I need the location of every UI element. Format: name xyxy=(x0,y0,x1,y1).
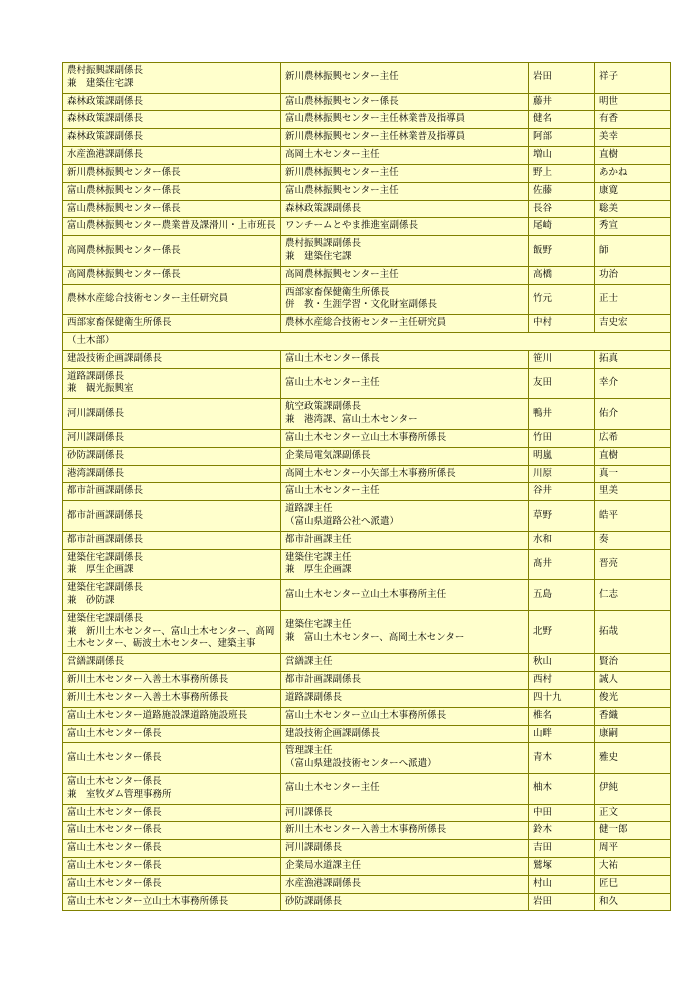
table-row xyxy=(63,129,671,147)
old-post-cell xyxy=(63,875,281,893)
given-name-cell: 匠巳 xyxy=(595,875,671,893)
given-name-cell: 大祐 xyxy=(595,858,671,876)
old-post-cell xyxy=(63,743,281,774)
cell-line: 高岡農林振興センター係長 xyxy=(67,244,181,256)
given-name-cell: 伊純 xyxy=(595,773,671,804)
new-post-cell xyxy=(281,350,529,368)
new-post-cell xyxy=(281,147,529,165)
surname-cell: 北野 xyxy=(529,610,595,653)
table-row xyxy=(63,654,671,672)
given-name-cell: 功治 xyxy=(595,266,671,284)
table-row xyxy=(63,707,671,725)
cell-line: 富山土木センター立山土木事務所係長 xyxy=(67,895,229,907)
cell-line: 砂防課副係長 xyxy=(67,449,125,461)
table-row xyxy=(63,147,671,165)
surname-cell: 竹元 xyxy=(529,284,595,315)
new-post-cell xyxy=(281,93,529,111)
old-post-cell xyxy=(63,266,281,284)
cell-line: 建築住宅課主任 xyxy=(285,551,352,563)
cell-line: 建築住宅課主任 xyxy=(285,619,352,631)
old-post-cell xyxy=(63,580,281,611)
cell-line: 富山土木センター主任 xyxy=(285,782,380,794)
surname-cell: 中田 xyxy=(529,804,595,822)
cell-line: 西部家畜保健衛生所係長 xyxy=(285,286,390,298)
given-name-cell: 聡美 xyxy=(595,200,671,218)
old-post-cell xyxy=(63,773,281,804)
table-row xyxy=(63,858,671,876)
cell-line: 航空政策課副係長 xyxy=(285,401,362,413)
old-post-cell xyxy=(63,501,281,532)
cell-line: 富山土木センター道路施設課道路施設班長 xyxy=(67,709,248,721)
given-name-cell: 佑介 xyxy=(595,399,671,430)
new-post-cell xyxy=(281,218,529,236)
table-row xyxy=(63,63,671,94)
section-label: （土木部） xyxy=(63,333,671,351)
new-post-cell xyxy=(281,822,529,840)
table-row xyxy=(63,531,671,549)
surname-cell: 村山 xyxy=(529,875,595,893)
cell-line: 兼 建築住宅課 xyxy=(67,77,134,89)
table-row xyxy=(63,743,671,774)
cell-line: 都市計画課副係長 xyxy=(67,485,144,497)
cell-line: 建築住宅課副係長 xyxy=(67,582,144,594)
cell-line: 富山土木センター係長 xyxy=(67,824,162,836)
cell-line: 兼 建築住宅課 xyxy=(285,250,352,262)
cell-line: 企業局水道課主任 xyxy=(285,860,362,871)
old-post-cell xyxy=(63,315,281,333)
cell-line: 兼 港湾課、富山土木センター xyxy=(285,414,418,426)
new-post-cell xyxy=(281,200,529,218)
table-row xyxy=(63,200,671,218)
table-row xyxy=(63,773,671,804)
surname-cell: 尾崎 xyxy=(529,218,595,236)
old-post-cell xyxy=(63,822,281,840)
new-post-cell xyxy=(281,501,529,532)
old-post-cell xyxy=(63,725,281,743)
old-post-cell xyxy=(63,164,281,182)
table-body xyxy=(63,63,671,911)
table-row xyxy=(63,315,671,333)
old-post-cell xyxy=(63,858,281,876)
old-post-cell xyxy=(63,182,281,200)
old-post-cell xyxy=(63,111,281,129)
given-name-cell: 康嗣 xyxy=(595,725,671,743)
table-row xyxy=(63,218,671,236)
cell-line: 高岡土木センター小矢部土木事務所係長 xyxy=(285,467,456,479)
new-post-cell xyxy=(281,129,529,147)
cell-line: 港湾課副係長 xyxy=(67,467,125,479)
given-name-cell: 賢治 xyxy=(595,654,671,672)
table-row xyxy=(63,368,671,399)
table-row xyxy=(63,447,671,465)
cell-line: 兼 観光振興室 xyxy=(67,383,134,395)
cell-line: 河川課係長 xyxy=(285,806,333,818)
cell-line: 富山土木センター立山土木事務所主任 xyxy=(285,588,447,600)
table-row xyxy=(63,284,671,315)
new-post-cell xyxy=(281,580,529,611)
surname-cell: 秋山 xyxy=(529,654,595,672)
cell-line: 営繕課副係長 xyxy=(67,656,125,668)
cell-line: 富山土木センター立山土木事務所係長 xyxy=(285,709,447,721)
given-name-cell: 吉史宏 xyxy=(595,315,671,333)
surname-cell: 友田 xyxy=(529,368,595,399)
new-post-cell xyxy=(281,654,529,672)
cell-line: 新川土木センター入善土木事務所係長 xyxy=(67,674,229,686)
surname-cell: 飯野 xyxy=(529,236,595,267)
old-post-cell xyxy=(63,465,281,483)
table-row xyxy=(63,429,671,447)
new-post-cell xyxy=(281,707,529,725)
cell-line: 砂防課副係長 xyxy=(285,895,343,907)
cell-line: 管理課主任 xyxy=(285,745,333,757)
cell-line: 建築住宅課副係長 xyxy=(67,612,144,624)
old-post-cell xyxy=(63,147,281,165)
surname-cell: 中村 xyxy=(529,315,595,333)
cell-line: 兼 砂防課 xyxy=(67,595,115,606)
new-post-cell xyxy=(281,368,529,399)
cell-line: 富山農林振興センター農業普及課滑川・上市班長 xyxy=(67,220,276,232)
old-post-cell xyxy=(63,654,281,672)
given-name-cell: 広希 xyxy=(595,429,671,447)
cell-line: 都市計画課副係長 xyxy=(285,674,362,686)
given-name-cell: 俊光 xyxy=(595,689,671,707)
given-name-cell: 里美 xyxy=(595,483,671,501)
cell-line: 富山農林振興センター係長 xyxy=(67,202,181,214)
table-row xyxy=(63,182,671,200)
new-post-cell xyxy=(281,63,529,94)
given-name-cell: 健一郎 xyxy=(595,822,671,840)
new-post-cell xyxy=(281,875,529,893)
surname-cell: 椎名 xyxy=(529,707,595,725)
given-name-cell: 真一 xyxy=(595,465,671,483)
given-name-cell: 祥子 xyxy=(595,63,671,94)
cell-line: 富山土木センター係長 xyxy=(285,352,380,364)
surname-cell: 増山 xyxy=(529,147,595,165)
surname-cell: 阿部 xyxy=(529,129,595,147)
old-post-cell xyxy=(63,804,281,822)
surname-cell: 川原 xyxy=(529,465,595,483)
cell-line: 富山土木センター係長 xyxy=(67,877,162,889)
cell-line: 兼 富山土木センター、高岡土木センター xyxy=(285,632,465,644)
given-name-cell: 師 xyxy=(595,236,671,267)
table-row xyxy=(63,875,671,893)
table-row xyxy=(63,465,671,483)
cell-line: 道路課主任 xyxy=(285,503,333,515)
surname-cell: 鈴木 xyxy=(529,822,595,840)
cell-line: 森林政策課副係長 xyxy=(67,95,144,107)
cell-line: 都市計画課副係長 xyxy=(67,533,144,545)
surname-cell: 四十九 xyxy=(529,689,595,707)
cell-line: 富山農林振興センター主任 xyxy=(285,184,399,196)
given-name-cell: 美幸 xyxy=(595,129,671,147)
new-post-cell xyxy=(281,284,529,315)
cell-line: 兼 厚生企画課 xyxy=(67,564,134,576)
old-post-cell xyxy=(63,531,281,549)
cell-line: 富山農林振興センター主任林業普及指導員 xyxy=(285,113,466,125)
new-post-cell xyxy=(281,447,529,465)
cell-line: 富山土木センター主任 xyxy=(285,485,380,497)
surname-cell: 山畔 xyxy=(529,725,595,743)
surname-cell: 高橋 xyxy=(529,266,595,284)
table-row xyxy=(63,93,671,111)
table-row xyxy=(63,483,671,501)
old-post-cell xyxy=(63,672,281,690)
cell-line: 富山土木センター主任 xyxy=(285,377,380,389)
old-post-cell xyxy=(63,689,281,707)
new-post-cell xyxy=(281,182,529,200)
table-row xyxy=(63,236,671,267)
cell-line: 河川課副係長 xyxy=(67,431,125,443)
cell-line: 富山土木センター係長 xyxy=(67,842,162,854)
given-name-cell: 晋亮 xyxy=(595,549,671,580)
given-name-cell: 明世 xyxy=(595,93,671,111)
cell-line: 営繕課主任 xyxy=(285,656,333,668)
new-post-cell xyxy=(281,315,529,333)
new-post-cell xyxy=(281,531,529,549)
given-name-cell: 幸介 xyxy=(595,368,671,399)
cell-line: ワンチームとやま推進室副係長 xyxy=(285,220,419,232)
old-post-cell xyxy=(63,549,281,580)
new-post-cell xyxy=(281,840,529,858)
old-post-cell xyxy=(63,129,281,147)
table-row xyxy=(63,164,671,182)
old-post-cell xyxy=(63,610,281,653)
table-row xyxy=(63,804,671,822)
given-name-cell: 和久 xyxy=(595,893,671,911)
given-name-cell: 康寛 xyxy=(595,182,671,200)
old-post-cell xyxy=(63,429,281,447)
new-post-cell xyxy=(281,483,529,501)
given-name-cell: 拓哉 xyxy=(595,610,671,653)
old-post-cell xyxy=(63,368,281,399)
surname-cell: 藤井 xyxy=(529,93,595,111)
surname-cell: 鷲塚 xyxy=(529,858,595,876)
cell-line: 兼 厚生企画課 xyxy=(285,564,352,576)
given-name-cell: 雅史 xyxy=(595,743,671,774)
cell-line: 富山土木センター係長 xyxy=(67,775,162,787)
cell-line: 建設技術企画課副係長 xyxy=(67,352,163,364)
old-post-cell xyxy=(63,63,281,94)
cell-line: 森林政策課副係長 xyxy=(67,131,144,143)
cell-line: 新川農林振興センター係長 xyxy=(67,166,181,178)
cell-line: 森林政策課副係長 xyxy=(67,113,144,125)
given-name-cell: 直樹 xyxy=(595,147,671,165)
cell-line: 河川課副係長 xyxy=(67,407,125,419)
cell-line: 富山土木センター係長 xyxy=(67,806,162,818)
personnel-transfer-table xyxy=(62,62,671,911)
table-row xyxy=(63,501,671,532)
surname-cell: 谷井 xyxy=(529,483,595,501)
table-row xyxy=(63,893,671,911)
cell-line: 富山土木センター立山土木事務所係長 xyxy=(285,431,447,443)
cell-line: 都市計画課副係長 xyxy=(67,509,144,521)
new-post-cell xyxy=(281,689,529,707)
cell-line: 新川土木センター入善土木事務所係長 xyxy=(67,691,229,703)
given-name-cell: 奏 xyxy=(595,531,671,549)
new-post-cell xyxy=(281,773,529,804)
given-name-cell: 誠人 xyxy=(595,672,671,690)
surname-cell: 岩田 xyxy=(529,893,595,911)
table-row xyxy=(63,549,671,580)
cell-line: （富山県道路公社へ派遣） xyxy=(285,515,400,527)
new-post-cell xyxy=(281,549,529,580)
cell-line: 農村振興課副係長 xyxy=(285,238,362,250)
new-post-cell xyxy=(281,804,529,822)
table-row xyxy=(63,399,671,430)
surname-cell: 西村 xyxy=(529,672,595,690)
cell-line: 富山農林振興センター係長 xyxy=(285,95,399,107)
surname-cell: 吉田 xyxy=(529,840,595,858)
cell-line: 河川課副係長 xyxy=(285,842,343,854)
surname-cell: 五島 xyxy=(529,580,595,611)
cell-line: 新川土木センター入善土木事務所係長 xyxy=(285,824,447,836)
given-name-cell: 拓真 xyxy=(595,350,671,368)
table-row xyxy=(63,672,671,690)
cell-line: 富山土木センター係長 xyxy=(67,727,162,739)
cell-line: 高岡農林振興センター主任 xyxy=(285,268,399,280)
surname-cell: 青木 xyxy=(529,743,595,774)
cell-line: 富山土木センター係長 xyxy=(67,860,162,871)
surname-cell: 竹田 xyxy=(529,429,595,447)
cell-line: 高岡土木センター主任 xyxy=(285,149,380,161)
old-post-cell xyxy=(63,447,281,465)
cell-line: 企業局電気課副係長 xyxy=(285,449,371,461)
new-post-cell xyxy=(281,893,529,911)
given-name-cell: 周平 xyxy=(595,840,671,858)
new-post-cell xyxy=(281,111,529,129)
old-post-cell xyxy=(63,399,281,430)
new-post-cell xyxy=(281,743,529,774)
old-post-cell xyxy=(63,707,281,725)
cell-line: 高岡農林振興センター係長 xyxy=(67,268,181,280)
table-row xyxy=(63,350,671,368)
new-post-cell xyxy=(281,399,529,430)
cell-line: 建設技術企画課副係長 xyxy=(285,727,381,739)
surname-cell: 野上 xyxy=(529,164,595,182)
old-post-cell xyxy=(63,236,281,267)
new-post-cell xyxy=(281,266,529,284)
old-post-cell xyxy=(63,350,281,368)
surname-cell: 長谷 xyxy=(529,200,595,218)
old-post-cell xyxy=(63,483,281,501)
cell-line: 森林政策課副係長 xyxy=(285,202,362,214)
old-post-cell xyxy=(63,840,281,858)
table-row xyxy=(63,822,671,840)
cell-line: 新川農林振興センター主任 xyxy=(285,166,399,178)
old-post-cell xyxy=(63,893,281,911)
cell-line: 新川農林振興センター主任林業普及指導員 xyxy=(285,131,466,143)
old-post-cell xyxy=(63,200,281,218)
surname-cell: 佐藤 xyxy=(529,182,595,200)
cell-line: 農林水産総合技術センター主任研究員 xyxy=(67,292,229,304)
surname-cell: 柚木 xyxy=(529,773,595,804)
surname-cell: 岩田 xyxy=(529,63,595,94)
cell-line: 富山農林振興センター係長 xyxy=(67,184,181,196)
cell-line: 建築住宅課副係長 xyxy=(67,551,144,563)
new-post-cell xyxy=(281,236,529,267)
surname-cell: 健名 xyxy=(529,111,595,129)
cell-line: 兼 室牧ダム管理事務所 xyxy=(67,788,172,800)
surname-cell: 髙井 xyxy=(529,549,595,580)
given-name-cell: 皓平 xyxy=(595,501,671,532)
new-post-cell xyxy=(281,465,529,483)
given-name-cell: 正文 xyxy=(595,804,671,822)
cell-line: （富山県建設技術センターへ派遣） xyxy=(285,758,437,770)
new-post-cell xyxy=(281,858,529,876)
cell-line: 道路課副係長 xyxy=(67,370,125,382)
new-post-cell xyxy=(281,610,529,653)
cell-line: 都市計画課主任 xyxy=(285,533,352,545)
table-row xyxy=(63,580,671,611)
given-name-cell: 正士 xyxy=(595,284,671,315)
given-name-cell: 仁志 xyxy=(595,580,671,611)
cell-line: 農村振興課副係長 xyxy=(67,65,144,76)
table-row xyxy=(63,689,671,707)
new-post-cell xyxy=(281,725,529,743)
new-post-cell xyxy=(281,429,529,447)
cell-line: 道路課副係長 xyxy=(285,691,343,703)
cell-line: 西部家畜保健衛生所係長 xyxy=(67,317,172,329)
cell-line: 富山土木センター係長 xyxy=(67,751,162,763)
surname-cell: 鴨井 xyxy=(529,399,595,430)
given-name-cell: 秀宣 xyxy=(595,218,671,236)
surname-cell: 草野 xyxy=(529,501,595,532)
surname-cell: 明嵐 xyxy=(529,447,595,465)
cell-line: 新川農林振興センター主任 xyxy=(285,71,399,83)
old-post-cell xyxy=(63,218,281,236)
cell-line: 水産漁港課副係長 xyxy=(285,877,362,889)
cell-line: 農林水産総合技術センター主任研究員 xyxy=(285,317,447,329)
surname-cell: 水和 xyxy=(529,531,595,549)
new-post-cell xyxy=(281,672,529,690)
old-post-cell xyxy=(63,284,281,315)
table-row xyxy=(63,610,671,653)
given-name-cell: 香織 xyxy=(595,707,671,725)
cell-line: 併 教・生涯学習・文化財室副係長 xyxy=(285,299,438,311)
new-post-cell xyxy=(281,164,529,182)
given-name-cell: あかね xyxy=(595,164,671,182)
old-post-cell xyxy=(63,93,281,111)
given-name-cell: 直樹 xyxy=(595,447,671,465)
cell-line: 水産漁港課副係長 xyxy=(67,149,144,161)
surname-cell: 笹川 xyxy=(529,350,595,368)
table-row xyxy=(63,725,671,743)
table-row xyxy=(63,840,671,858)
table-row xyxy=(63,111,671,129)
cell-line: 兼 新川土木センター、富山土木センター、高岡土木センター、砺波土木センター、建築主事 xyxy=(67,625,275,650)
section-row xyxy=(63,333,671,351)
table-row xyxy=(63,266,671,284)
given-name-cell: 有香 xyxy=(595,111,671,129)
